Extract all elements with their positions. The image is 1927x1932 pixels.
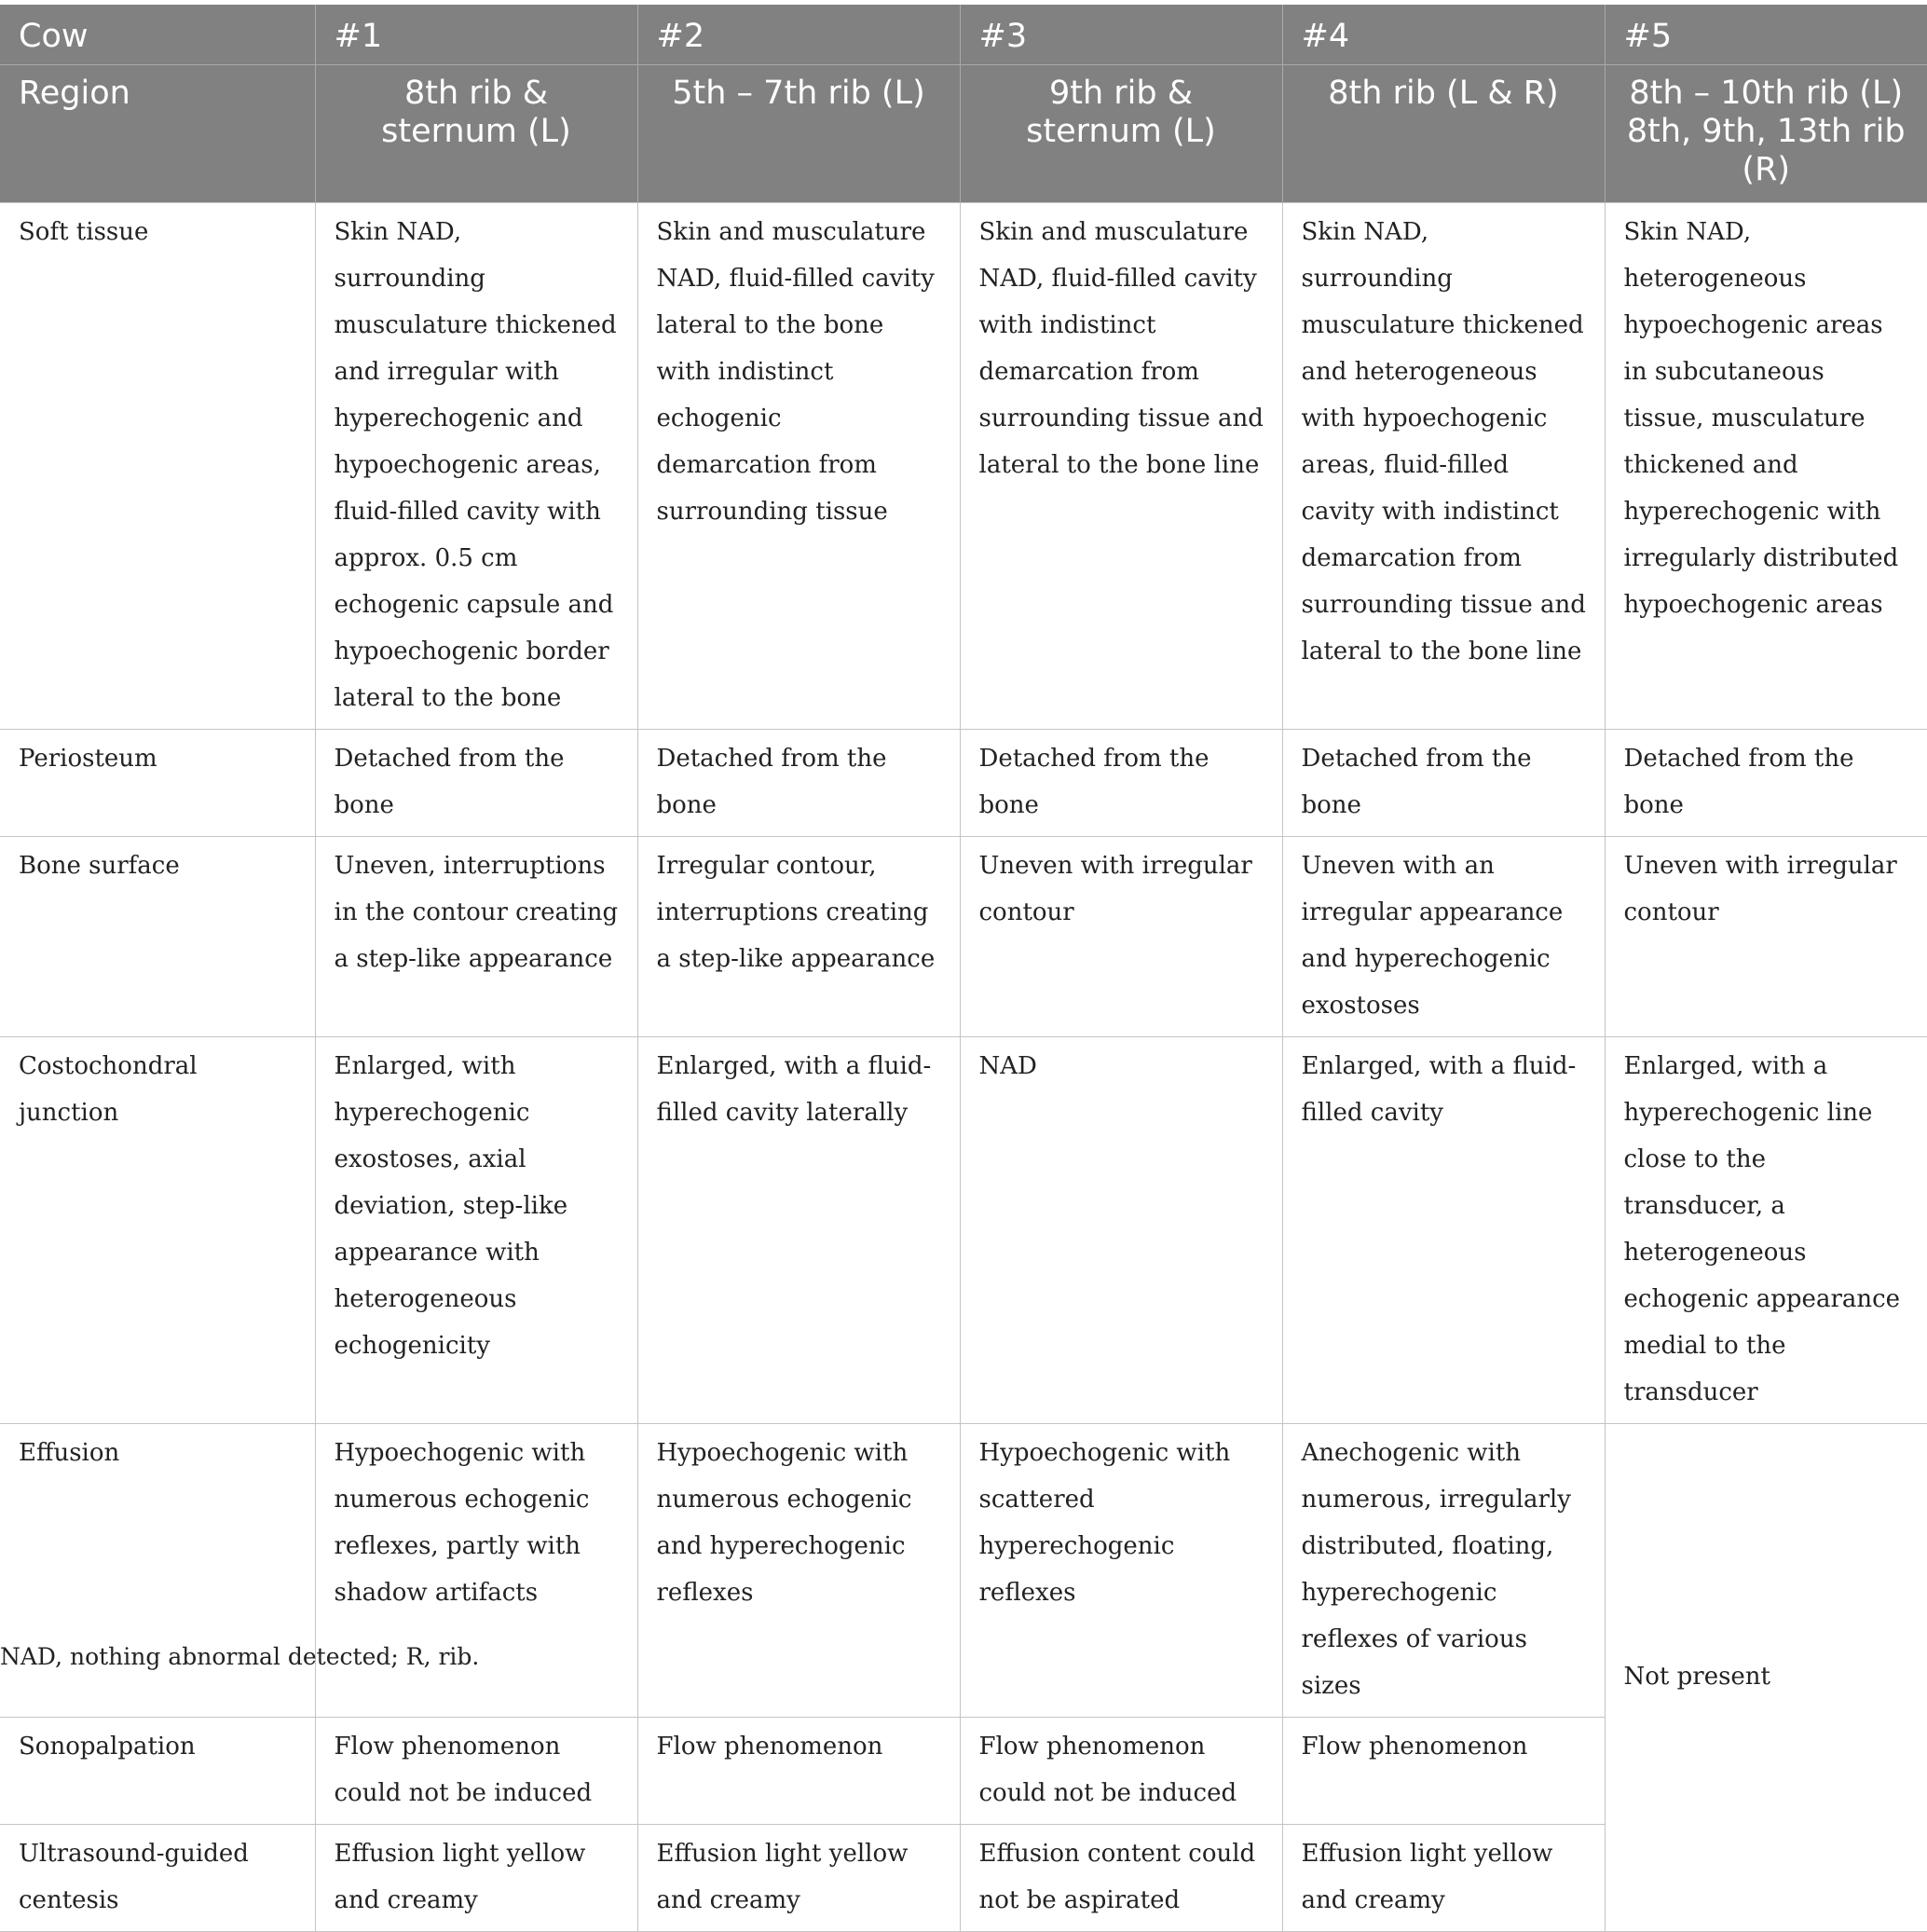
table-cell: Uneven with irregular contour (960, 837, 1282, 1037)
header-cow-5: #5 (1605, 5, 1927, 65)
table-cell: Irregular contour, interruptions creating a step-like appearance (637, 837, 960, 1037)
table-cell: NAD (960, 1037, 1282, 1424)
table-cell: Detached from the bone (637, 730, 960, 837)
table-cell: Enlarged, with a fluid-filled cavity (1282, 1037, 1605, 1424)
table-cell-merged: Not present (1605, 1424, 1927, 1932)
header-region-5-line: (R) (1742, 151, 1791, 188)
table-row-periosteum (0, 730, 1927, 837)
row-label: Soft tissue (0, 203, 315, 730)
row-label: Ultrasound-guided centesis (0, 1825, 315, 1932)
header-region-3: 9th rib & sternum (L) (960, 65, 1282, 203)
row-label: Sonopalpation (0, 1718, 315, 1825)
row-label: Bone surface (0, 837, 315, 1037)
table-cell: Effusion light yellow and creamy (315, 1825, 637, 1932)
table-row-effusion (0, 1424, 1927, 1718)
header-region-5-line: 8th, 9th, 13th rib (1626, 113, 1906, 150)
table-row-bone-surface (0, 837, 1927, 1037)
table-cell: Flow phenomenon could not be induced (315, 1718, 637, 1825)
table-cell: Skin NAD, heterogeneous hypoechogenic areas in subcutaneous tissue, musculature thickened and hyperechogenic with irregularly distributed hypoechogenic areas (1605, 203, 1927, 730)
header-region-5 (1605, 65, 1927, 203)
header-row-cow (0, 5, 1927, 65)
table-cell: Hypoechogenic with numerous echogenic and hyperechogenic reflexes (637, 1424, 960, 1718)
table-cell: Anechogenic with numerous, irregularly distributed, floating, hyperechogenic reflexes of various sizes (1282, 1424, 1605, 1718)
table-cell: Detached from the bone (960, 730, 1282, 837)
header-cow-1: #1 (315, 5, 637, 65)
table-cell: Effusion content could not be aspirated (960, 1825, 1282, 1932)
table-cell: Detached from the bone (315, 730, 637, 837)
table-cell: Uneven with an irregular appearance and hyperechogenic exostoses (1282, 837, 1605, 1037)
table-cell: Uneven with irregular contour (1605, 837, 1927, 1037)
header-cow-label: Cow (0, 5, 315, 65)
header-row-region (0, 65, 1927, 203)
table-cell: Skin and musculature NAD, fluid-filled cavity with indistinct demarcation from surrounding tissue and lateral to the bone line (960, 203, 1282, 730)
header-region-4: 8th rib (L & R) (1282, 65, 1605, 203)
table-cell: Effusion light yellow and creamy (637, 1825, 960, 1932)
table-cell: Flow phenomenon could not be induced (960, 1718, 1282, 1825)
table-cell: Hypoechogenic with scattered hyperechogenic reflexes (960, 1424, 1282, 1718)
table-row-costochondral-junction (0, 1037, 1927, 1424)
table-cell: Skin and musculature NAD, fluid-filled cavity lateral to the bone with indistinct echogenic demarcation from surrounding tissue (637, 203, 960, 730)
table-cell: Enlarged, with hyperechogenic exostoses, axial deviation, step-like appearance with heterogeneous echogenicity (315, 1037, 637, 1424)
table-cell: Uneven, interruptions in the contour creating a step-like appearance (315, 837, 637, 1037)
row-label: Costochondral junction (0, 1037, 315, 1424)
table-cell: Effusion light yellow and creamy (1282, 1825, 1605, 1932)
table-cell: Skin NAD, surrounding musculature thickened and irregular with hyperechogenic and hypoechogenic areas, fluid-filled cavity with approx. 0.5 cm echogenic capsule and hypoechogenic border lateral to the bone (315, 203, 637, 730)
row-label: Effusion (0, 1424, 315, 1718)
header-region-5-line: 8th – 10th rib (L) (1629, 75, 1904, 112)
table-cell: Skin NAD, surrounding musculature thickened and heterogeneous with hypoechogenic areas, fluid-filled cavity with indistinct demarcation from surrounding tissue and lateral to the bone line (1282, 203, 1605, 730)
table-cell: Flow phenomenon (637, 1718, 960, 1825)
table-cell: Enlarged, with a fluid-filled cavity laterally (637, 1037, 960, 1424)
header-region-2: 5th – 7th rib (L) (637, 65, 960, 203)
header-region-label: Region (0, 65, 315, 203)
header-region-1: 8th rib & sternum (L) (315, 65, 637, 203)
table-cell: Flow phenomenon (1282, 1718, 1605, 1825)
table-footnote: NAD, nothing abnormal detected; R, rib. (0, 1643, 480, 1670)
table-cell: Detached from the bone (1605, 730, 1927, 837)
header-cow-3: #3 (960, 5, 1282, 65)
table-cell: Hypoechogenic with numerous echogenic reflexes, partly with shadow artifacts (315, 1424, 637, 1718)
header-cow-4: #4 (1282, 5, 1605, 65)
row-label: Periosteum (0, 730, 315, 837)
table-cell: Detached from the bone (1282, 730, 1605, 837)
table-row-soft-tissue (0, 203, 1927, 730)
header-cow-2: #2 (637, 5, 960, 65)
table-cell: Enlarged, with a hyperechogenic line close to the transducer, a heterogeneous echogenic appearance medial to the transducer (1605, 1037, 1927, 1424)
